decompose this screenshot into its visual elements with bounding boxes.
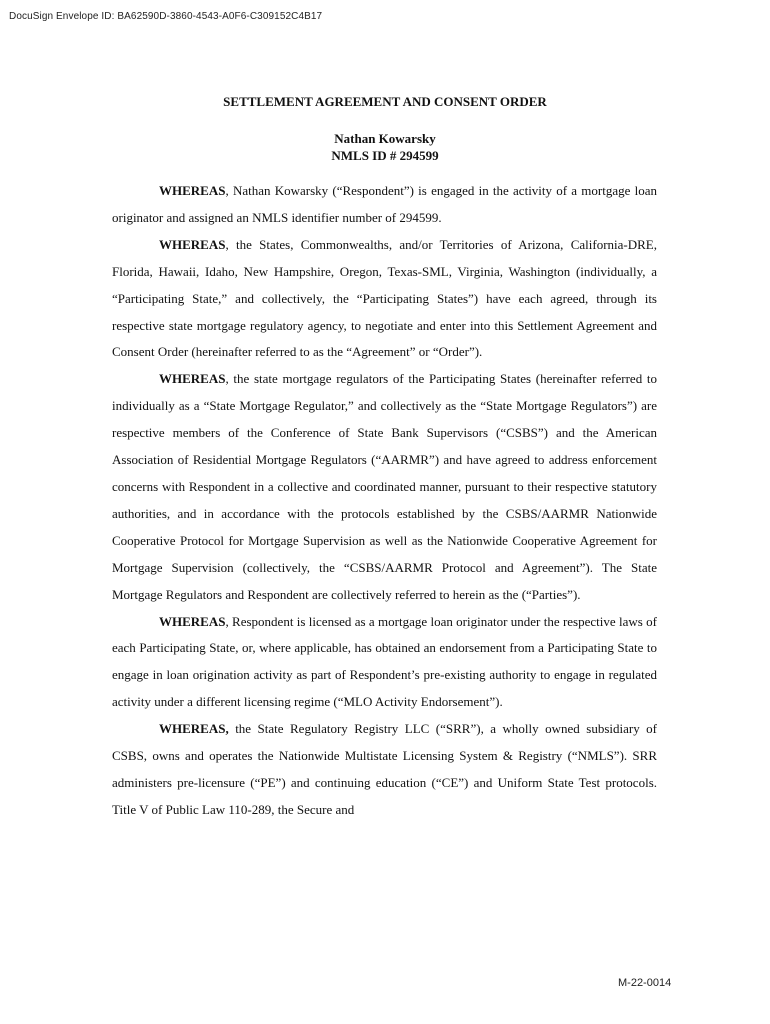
whereas-lead: WHEREAS (159, 613, 226, 629)
whereas-paragraph (112, 716, 657, 824)
docusign-envelope-id: DocuSign Envelope ID: BA62590D-3860-4543-A0F6-C309152C4B17 (9, 11, 323, 22)
agreement-body (112, 178, 657, 824)
whereas-lead: WHEREAS, (159, 721, 229, 737)
paragraph-text: , Nathan Kowarsky (“Respondent”) is engaged in the activity of a mortgage loan originator and assigned an NMLS identifier number of 294599. (112, 183, 657, 225)
paragraph-text: , Respondent is licensed as a mortgage loan originator under the respective laws of each Participating State, or, where applicable, has obtained an endorsement from a Participating State to engage in loan origination activity as part of Respondent’s pre-existing authority to engage in regulated activity under a different licensing regime (“MLO Activity Endorsement”). (112, 613, 657, 710)
respondent-name: Nathan Kowarsky (334, 131, 436, 146)
whereas-paragraph (112, 178, 657, 232)
whereas-paragraph (112, 232, 657, 367)
whereas-lead: WHEREAS (159, 183, 226, 198)
paragraph-text: the State Regulatory Registry LLC (“SRR”), a wholly owned subsidiary of CSBS, owns and operates the Nationwide Multistate Licensing System & Registry (“NMLS”). SRR administers pre-licensure (“PE”) and continuing education (“CE”) and Uniform State Test protocols. Title V of Public Law 110-289, the Secure and (112, 721, 657, 817)
whereas-lead: WHEREAS (159, 236, 226, 252)
respondent-block (0, 130, 770, 164)
paragraph-text: , the States, Commonwealths, and/or Territories of Arizona, California-DRE, Florida, Hawaii, Idaho, New Hampshire, Oregon, Texas-SML, Virginia, Washington (individually, a “Participating State,” and collectively, the “Participating States”) have each agreed, through its respective state mortgage regulatory agency, to negotiate and enter into this Settlement Agreement and Consent Order (hereinafter referred to as the “Agreement” or “Order”). (112, 236, 657, 360)
document-number: M-22-0014 (618, 977, 672, 989)
whereas-lead: WHEREAS (159, 371, 226, 387)
paragraph-text: , the state mortgage regulators of the Participating States (hereinafter referred to individually as a “State Mortgage Regulator,” and collectively as the “State Mortgage Regulators”) are respective members of the Conference of State Bank Supervisors (“CSBS”) and the American Association of Residential Mortgage Regulators (“AARMR”) and have agreed to address enforcement concerns with Respondent in a collective and coordinated manner, pursuant to their respective statutory authorities, and in accordance with the protocols established by the CSBS/AARMR Nationwide Cooperative Protocol for Mortgage Supervision as well as the Nationwide Cooperative Agreement for Mortgage Supervision (collectively, the “CSBS/AARMR Protocol and Agreement”). The State Mortgage Regulators and Respondent are collectively referred to herein as the (“Parties”). (112, 371, 657, 602)
document-title: SETTLEMENT AGREEMENT AND CONSENT ORDER (223, 94, 547, 109)
whereas-paragraph (112, 366, 657, 608)
respondent-nmls-id: NMLS ID # 294599 (331, 148, 439, 163)
whereas-paragraph (112, 609, 657, 717)
